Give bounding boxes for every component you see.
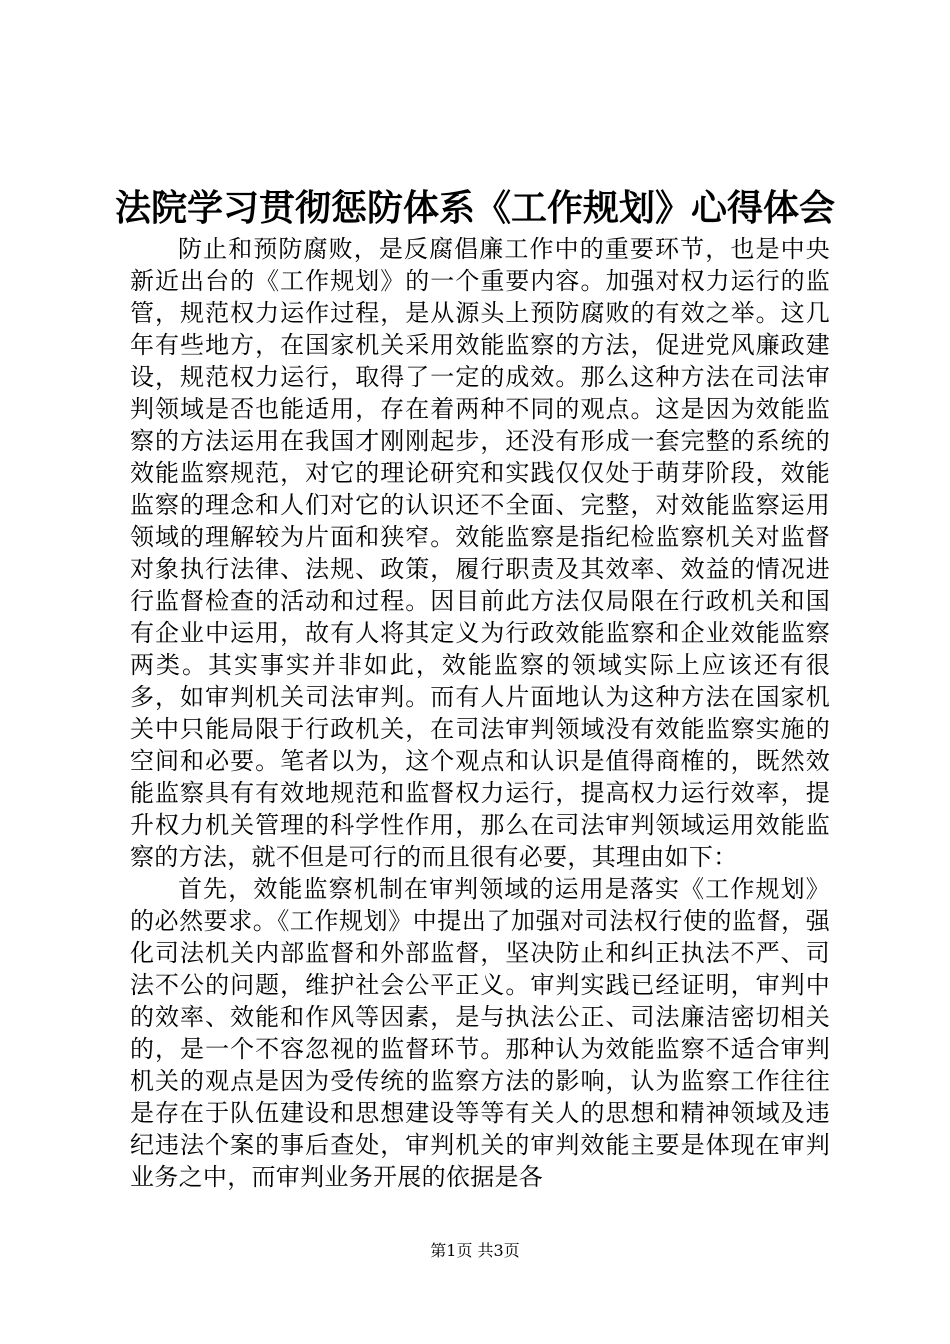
- document-body: [130, 233, 830, 1193]
- page-number-footer: 第1页 共3页: [430, 1241, 520, 1260]
- body-paragraph: 防止和预防腐败，是反腐倡廉工作中的重要环节，也是中央新近出台的《工作规划》的一个重要内容。加强对权力运行的监管，规范权力运作过程，是从源头上预防腐败的有效之举。这几年有些地方，在国家机关采用效能监察的方法，促进党风廉政建设，规范权力运行，取得了一定的成效。那么这种方法在司法审判领域是否也能适用，存在着两种不同的观点。这是因为效能监察的方法运用在我国才刚刚起步，还没有形成一套完整的系统的效能监察规范，对它的理论研究和实践仅仅处于萌芽阶段，效能监察的理念和人们对它的认识还不全面、完整，对效能监察运用领域的理解较为片面和狭窄。效能监察是指纪检监察机关对监督对象执行法律、法规、政策，履行职责及其效率、效益的情况进行监督检查的活动和过程。因目前此方法仅局限在行政机关和国有企业中运用，故有人将其定义为行政效能监察和企业效能监察两类。其实事实并非如此，效能监察的领域实际上应该还有很多，如审判机关司法审判。而有人片面地认为这种方法在国家机关中只能局限于行政机关，在司法审判领域没有效能监察实施的空间和必要。笔者以为，这个观点和认识是值得商榷的，既然效能监察具有有效地规范和监督权力运行，提高权力运行效率，提升权力机关管理的科学性作用，那么在司法审判领域运用效能监察的方法，就不但是可行的而且很有必要，其理由如下：: [130, 235, 830, 871]
- body-paragraph: 首先，效能监察机制在审判领域的运用是落实《工作规划》的必然要求。《工作规划》中提出了加强对司法权行使的监督，强化司法机关内部监督和外部监督，坚决防止和纠正执法不严、司法不公的问题，维护社会公平正义。审判实践已经证明，审判中的效率、效能和作风等因素，是与执法公正、司法廉洁密切相关的，是一个不容忽视的监督环节。那种认为效能监察不适合审判机关的观点是因为受传统的监察方法的影响，认为监察工作往往是存在于队伍建设和思想建设等等有关人的思想和精神领域及违纪违法个案的事后查处，审判机关的审判效能主要是体现在审判业务之中，而审判业务开展的依据是各: [130, 875, 830, 1191]
- document-title: 法院学习贯彻惩防体系《工作规划》心得体会: [114, 187, 835, 229]
